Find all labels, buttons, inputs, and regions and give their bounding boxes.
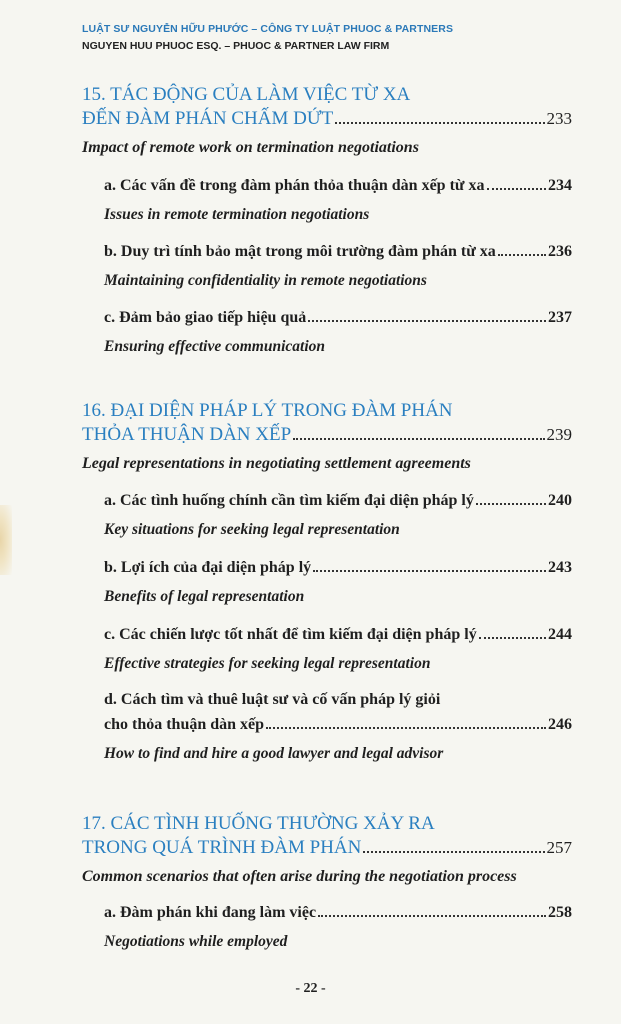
header-line-2: NGUYEN HUU PHUOC ESQ. – PHUOC & PARTNER LAW FIRM <box>82 40 390 52</box>
page-ref: 236 <box>548 243 572 260</box>
dot-leader <box>266 727 546 729</box>
item-title-vi: a. Các tình huống chính cần tìm kiếm đại diện pháp lý <box>104 492 474 509</box>
toc-section-16 <box>82 399 572 473</box>
section-title-line-2: THỎA THUẬN DÀN XẾP <box>82 424 292 445</box>
section-title-line-2: ĐẾN ĐÀM PHÁN CHẤM DỨT <box>82 108 334 129</box>
item-title-en: Ensuring effective communication <box>104 338 326 355</box>
page-number: - 22 - <box>295 981 326 996</box>
section-title-line-1: 16. ĐẠI DIỆN PHÁP LÝ TRONG ĐÀM PHÁN <box>82 400 453 421</box>
toc-item <box>104 626 572 673</box>
page-ref: 239 <box>546 425 572 444</box>
toc-item <box>104 243 572 290</box>
toc-section-17 <box>82 812 572 886</box>
item-title-vi: a. Đàm phán khi đang làm việc <box>104 904 317 921</box>
page-ref: 234 <box>548 177 572 194</box>
toc-item <box>104 177 572 224</box>
item-title-en: Maintaining confidentiality in remote negotiations <box>104 272 427 289</box>
section-title <box>82 83 572 131</box>
item-title-en: Effective strategies for seeking legal representation <box>104 655 431 672</box>
toc-item <box>104 559 572 606</box>
toc-item <box>104 904 572 951</box>
page-edge-shadow <box>0 505 12 575</box>
item-title-vi: c. Đảm bảo giao tiếp hiệu quả <box>104 309 307 326</box>
section-title-line-1: 15. TÁC ĐỘNG CỦA LÀM VIỆC TỪ XA <box>82 84 411 105</box>
page-ref: 233 <box>546 109 572 128</box>
section-title <box>82 812 572 860</box>
section-title-line-2: TRONG QUÁ TRÌNH ĐÀM PHÁN <box>82 837 362 858</box>
header-line-1: LUẬT SƯ NGUYỄN HỮU PHƯỚC – CÔNG TY LUẬT PHUOC & PARTNERS <box>82 23 454 35</box>
page-ref: 237 <box>548 309 572 326</box>
item-title-vi-line-2: cho thỏa thuận dàn xếp <box>104 716 265 733</box>
dot-leader <box>498 254 546 256</box>
item-title-vi: b. Lợi ích của đại diện pháp lý <box>104 559 312 576</box>
toc-item <box>104 691 572 763</box>
dot-leader <box>293 438 544 440</box>
section-title-line-1: 17. CÁC TÌNH HUỐNG THƯỜNG XẢY RA <box>82 813 435 834</box>
item-title-en: Benefits of legal representation <box>104 588 305 605</box>
item-title-vi: b. Duy trì tính bảo mật trong môi trường đàm phán từ xa <box>104 243 496 260</box>
page-ref: 257 <box>546 838 572 857</box>
page-ref: 244 <box>548 626 572 643</box>
dot-leader <box>479 637 546 639</box>
item-title-en: How to find and hire a good lawyer and legal advisor <box>104 745 444 762</box>
section-title-en: Legal representations in negotiating settlement agreements <box>82 455 471 472</box>
page-ref: 243 <box>548 559 572 576</box>
dot-leader <box>313 570 546 572</box>
dot-leader <box>318 915 546 917</box>
section-title <box>82 399 572 447</box>
dot-leader <box>476 503 546 505</box>
item-title-vi: a. Các vấn đề trong đàm phán thỏa thuận dàn xếp từ xa <box>104 177 485 194</box>
section-title-en: Impact of remote work on termination negotiations <box>82 139 419 156</box>
running-header <box>82 23 453 52</box>
dot-leader <box>363 851 544 853</box>
toc-section-15 <box>82 83 572 157</box>
section-title-en: Common scenarios that often arise during the negotiation process <box>82 868 517 885</box>
item-title-vi-line-1: d. Cách tìm và thuê luật sư và cố vấn pháp lý giỏi <box>104 691 441 708</box>
toc-item <box>104 492 572 539</box>
dot-leader <box>487 188 547 190</box>
item-title-en: Issues in remote termination negotiations <box>104 206 370 223</box>
item-title-en: Negotiations while employed <box>104 933 288 950</box>
page-ref: 246 <box>548 716 572 733</box>
dot-leader <box>308 320 546 322</box>
page-ref: 258 <box>548 904 572 921</box>
page-ref: 240 <box>548 492 572 509</box>
item-title-vi: c. Các chiến lược tốt nhất để tìm kiếm đại diện pháp lý <box>104 626 477 643</box>
toc-item <box>104 309 572 356</box>
item-title-en: Key situations for seeking legal representation <box>104 521 400 538</box>
dot-leader <box>335 122 544 124</box>
